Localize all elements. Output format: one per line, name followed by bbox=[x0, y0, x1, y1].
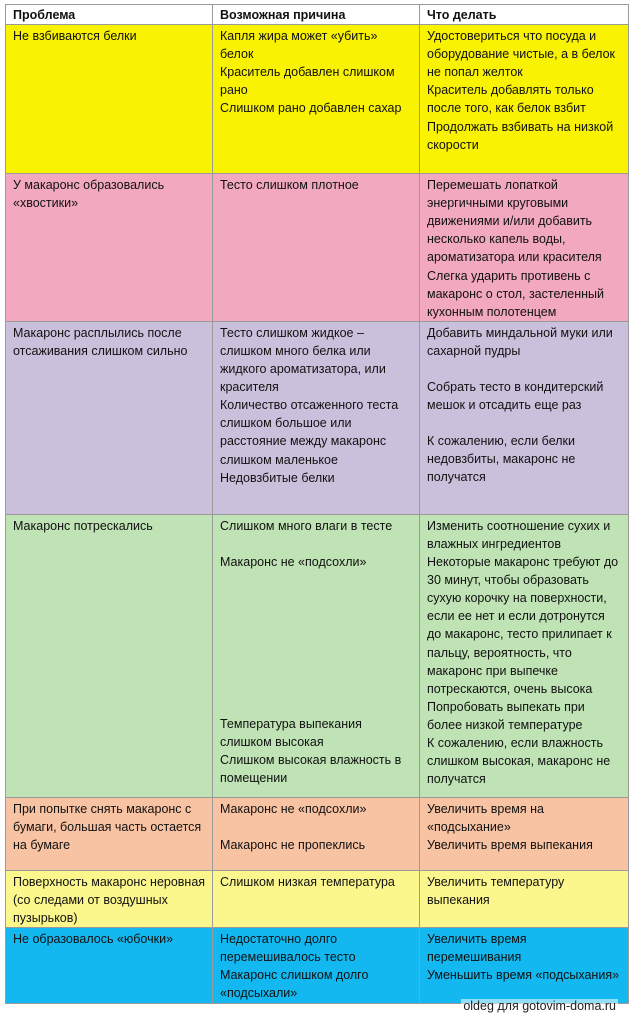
cause-cell bbox=[213, 870, 420, 927]
header-fix: Что делать bbox=[420, 5, 629, 25]
table-row bbox=[6, 928, 629, 1003]
fix-text: Увеличить время выпекания bbox=[427, 838, 593, 853]
cause-text: Краситель добавлен слишком рано bbox=[220, 65, 395, 98]
fix-text: Некоторые макаронс требуют до 30 минут, чтобы образовать сухую корочку на поверхности, если ее нет и если дотронутся до макаронс, тесто прилипает к пальцу, вероятность, что макаронс при выпечке потрескаются, очень высока bbox=[427, 555, 619, 696]
cause-cell bbox=[213, 797, 420, 870]
cause-text: Тесто слишком плотное bbox=[220, 178, 359, 193]
fix-text: Слегка ударить противень с макаронс о стол, застеленный кухонным полотенцем bbox=[427, 268, 605, 319]
fix-text: Попробовать выпекать при более низкой температуре bbox=[427, 699, 585, 732]
fix-text: Продолжать взбивать на низкой скорости bbox=[427, 119, 614, 152]
cause-cell bbox=[213, 321, 420, 514]
fix-cell bbox=[420, 928, 629, 1003]
cause-text: Слишком высокая влажность в помещении bbox=[220, 753, 402, 786]
fix-text: К сожалению, если белки недовзбиты, макаронс не получатся bbox=[427, 434, 576, 485]
fix-cell bbox=[420, 514, 629, 797]
troubleshooting-table bbox=[5, 4, 629, 1004]
fix-text: К сожалению, если влажность слишком высокая, макаронс не получатся bbox=[427, 735, 611, 787]
problem-cell bbox=[6, 321, 213, 514]
problem-text: У макаронс образовались «хвостики» bbox=[13, 178, 165, 211]
cause-text: Тесто слишком жидкое – слишком много белка или жидкого ароматизатора, или красителя bbox=[220, 325, 386, 395]
spacer bbox=[220, 818, 413, 836]
problem-cell bbox=[6, 514, 213, 797]
header-problem: Проблема bbox=[6, 5, 213, 25]
fix-text: Увеличить время на «подсыхание» bbox=[427, 801, 544, 834]
problem-text: Не образовалось «юбочки» bbox=[13, 932, 174, 947]
fix-text: Краситель добавлять только после того, как белок взбит bbox=[427, 83, 594, 116]
cause-cell bbox=[213, 174, 420, 322]
fix-text: Перемешать лопаткой энергичными круговыми движениями и/или добавить несколько капель воды, ароматизатора или красителя bbox=[427, 178, 602, 265]
table-header-row bbox=[6, 5, 629, 25]
cause-text: Недостаточно долго перемешивалось тесто bbox=[220, 932, 356, 965]
fix-cell bbox=[420, 870, 629, 927]
cause-text: Макаронс не «подсохли» bbox=[220, 554, 367, 569]
fix-cell bbox=[420, 25, 629, 174]
table-row bbox=[6, 174, 629, 322]
fix-cell bbox=[420, 797, 629, 870]
fix-text: Собрать тесто в кондитерский мешок и отсадить еще раз bbox=[427, 380, 604, 413]
fix-cell bbox=[420, 321, 629, 514]
spacer bbox=[427, 414, 622, 432]
fix-text: Добавить миндальной муки или сахарной пудры bbox=[427, 325, 613, 358]
spacer bbox=[427, 360, 622, 378]
table-row bbox=[6, 797, 629, 870]
cause-text: Капля жира может «убить» белок bbox=[220, 29, 378, 62]
spacer bbox=[220, 571, 413, 715]
problem-cell bbox=[6, 928, 213, 1003]
fix-text: Увеличить температуру выпекания bbox=[427, 874, 565, 907]
fix-cell bbox=[420, 174, 629, 322]
problem-text: Поверхность макаронс неровная (со следами от воздушных пузырьков) bbox=[13, 874, 206, 926]
problem-cell bbox=[6, 797, 213, 870]
problem-text: Не взбиваются белки bbox=[13, 29, 137, 44]
cause-cell bbox=[213, 514, 420, 797]
problem-cell bbox=[6, 25, 213, 174]
fix-text: Удостовериться что посуда и оборудование чистые, а в белок не попал желток bbox=[427, 29, 616, 80]
table-row bbox=[6, 514, 629, 797]
cause-text: Слишком много влаги в тесте bbox=[220, 518, 393, 533]
cause-text: Температура выпекания слишком высокая bbox=[220, 717, 362, 750]
table-row bbox=[6, 870, 629, 927]
table-row bbox=[6, 321, 629, 514]
header-cause: Возможная причина bbox=[213, 5, 420, 25]
cause-text: Макаронс не «подсохли» bbox=[220, 801, 367, 816]
problem-text: При попытке снять макаронс с бумаги, большая часть остается на бумаге bbox=[13, 801, 202, 853]
cause-text: Слишком низкая температура bbox=[220, 874, 395, 889]
problem-text: Макаронс расплылись после отсаживания слишком сильно bbox=[13, 325, 188, 358]
cause-text: Количество отсаженного теста слишком большое или расстояние между макаронс слишком маленькое bbox=[220, 398, 399, 467]
cause-cell bbox=[213, 25, 420, 174]
fix-text: Уменьшить время «подсыхания» bbox=[427, 968, 620, 983]
problem-cell bbox=[6, 870, 213, 927]
fix-text: Изменить соотношение сухих и влажных ингредиентов bbox=[427, 518, 611, 551]
fix-text: Увеличить время перемешивания bbox=[427, 932, 527, 965]
watermark: oldeg для gotovim-doma.ru bbox=[463, 999, 616, 1013]
problem-text: Макаронс потрескались bbox=[13, 518, 153, 533]
cause-cell bbox=[213, 928, 420, 1003]
cause-text: Слишком рано добавлен сахар bbox=[220, 101, 402, 116]
table-row bbox=[6, 25, 629, 174]
cause-text: Недовзбитые белки bbox=[220, 470, 335, 485]
cause-text: Макаронс не пропеклись bbox=[220, 837, 366, 852]
spacer bbox=[220, 535, 413, 553]
cause-text: Макаронс слишком долго «подсыхали» bbox=[220, 968, 369, 1001]
problem-cell bbox=[6, 174, 213, 322]
